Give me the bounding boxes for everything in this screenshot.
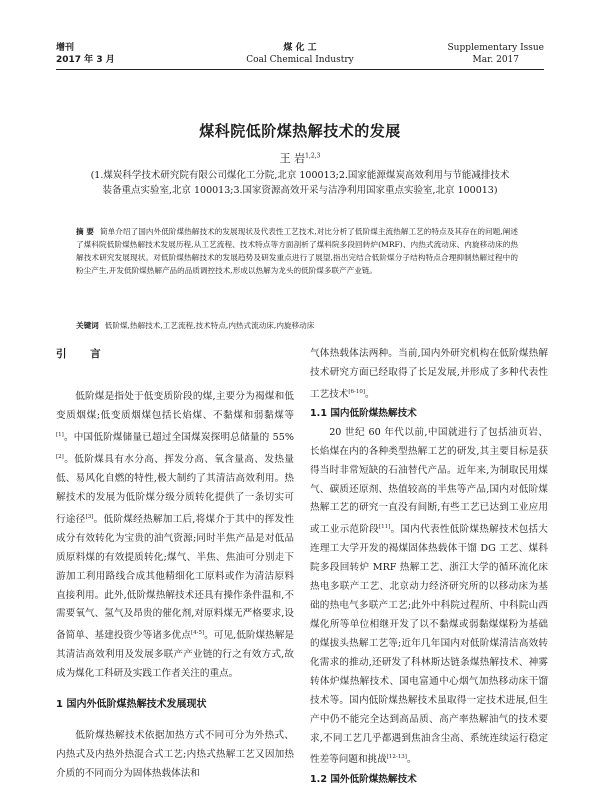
author-name: 王 岩 xyxy=(279,152,306,165)
right-column xyxy=(310,345,548,789)
intro-text-1: 低阶煤是指处于低变质阶段的煤,主要分为褐煤和低变质烟煤;低变质烟煤包括长焰煤、不黏煤和弱黏煤等 xyxy=(56,390,294,421)
citation: [2] xyxy=(56,453,64,460)
left-column xyxy=(56,345,294,784)
header-journal-en: Coal Chemical Industry xyxy=(246,55,354,65)
subsection-1-2-heading: 1.2 国外低阶煤热解技术 xyxy=(310,773,417,785)
header-issue-en: Supplementary Issue xyxy=(447,43,544,53)
author-line xyxy=(0,150,600,166)
header-journal-cn: 煤 化 工 xyxy=(283,43,317,53)
subsection-1-1-paragraph xyxy=(310,424,548,771)
sub11-text-2: 。国内代表性低阶煤热解技术包括大连理工大学开发的褐煤固体热载体干馏 DG 工艺、煤科院多段回转炉 MRF 热解工艺、浙江大学的循环流化床热电多联产工艺、北京动力经济研究所的以移动床为基础的热电气多联产工艺;此外中科院过程所、中科院山西煤化所等单位相继开发了以不黏煤或弱黏煤煤粉为基础的煤拔头热解工艺等;近年几年国内对低阶煤清洁高效转化需求的推动,还研发了科林斯达链条煤热解技术、神雾转体炉煤热解技术、国电富通中心烟气加热移动床干馏技术等。国内低阶煤热解技术虽取得一定技术进展,但生产中仍不能完全达到高品质、高产率热解油气的技术要求,不同工艺几乎都遇到焦油含尘高、系统连续运行稳定性差等问题和挑战 xyxy=(310,524,549,766)
sub11-text-3: 。 xyxy=(406,754,417,766)
continued-text: 气体热载体法两种。当前,国内外研究机构在低阶煤热解技术研究方面已经取得了长足发展,并形成了多种代表性工艺技术 xyxy=(310,348,548,400)
article-title: 煤科院低阶煤热解技术的发展 xyxy=(199,122,401,140)
citation: [1] xyxy=(56,431,64,438)
citation: [12-13] xyxy=(386,754,407,761)
keywords xyxy=(76,319,518,332)
intro-paragraph xyxy=(56,388,294,684)
abstract xyxy=(76,225,518,277)
section-1-heading: 1 国内外低阶煤热解技术发展现状 xyxy=(56,699,207,711)
header-date-en: Mar. 2017 xyxy=(472,55,520,65)
author-affil-marks: 1,2,3 xyxy=(305,152,321,160)
keywords-text: 低阶煤,热解技术,工艺流程,技术特点,内热式流动床,内旋移动床 xyxy=(104,321,315,330)
citation: [6-10] xyxy=(348,388,366,395)
continued-paragraph xyxy=(310,345,548,405)
keywords-label: 关键词 xyxy=(76,321,99,330)
intro-text-3: 。低阶煤具有水分高、挥发分高、氧含量高、发热量低、易风化自燃的特性,极大制约了其清洁高效利用。热解技术的发展为低阶煤分级分质转化提供了一条切实可行途径 xyxy=(56,454,294,525)
intro-text-5: 。可见,低阶煤热解是其清洁高效利用及发展多联产产业链的行之有效方式,故成为煤化工科研及实践工作者关注的重点。 xyxy=(56,630,294,680)
intro-text-2: 。中国低阶煤储量已超过全国煤炭探明总储量的 55% xyxy=(63,431,294,443)
sub11-text-1: 20 世纪 60 年代以前,中国就进行了包括油页岩、长焰煤在内的各种类型热解工艺的研发,其主要目标是获得当时非常短缺的石油替代产品。近年来,为制取民用煤气、碳质还原剂、热值较高的半焦等产品,国内对低阶煤热解工艺的研究一直没有间断,有些工艺已达到工业应用或工业示范阶段 xyxy=(310,426,548,536)
intro-heading: 引 言 xyxy=(56,348,111,360)
header-right xyxy=(448,42,545,66)
intro-text-4: 。低阶煤经热解加工后,将煤介于其中的挥发性成分有效转化为宝贵的油气资源;同时半焦产品是对低品质原料煤的有效提质转化;煤气、半焦、焦油可分别走下游加工利用路线合成其他精细化工原料或作为清洁原料直接利用。此外,低阶煤热解技术还具有操作条件温和,不需要氧气、氢气及昂贵的催化剂,对原料煤无严格要求,设备简单、基建投资少等诸多优点 xyxy=(56,513,294,642)
subsection-1-1-heading: 1.1 国内低阶煤热解技术 xyxy=(310,407,417,419)
citation: [3] xyxy=(85,513,94,520)
abstract-text: 简单介绍了国内外低阶煤热解技术的发展现状及代表性工艺技术,对比分析了低阶煤主流热解工艺的特点及其存在的问题,阐述了煤科院低阶煤热解技术发展历程,从工艺流程、技术特点等方面剖析了煤科院多段回转炉(MRF)、内热式流动床、内旋移动床的热解技术研究发展现状。对低阶煤热解技术的发展趋势及研发重点进行了展望,指出完结合低阶煤分子结构特点合理抑制热解过程中的粉尘产生,开发低阶煤热解产品的品质调控技术,形成以热解为龙头的低阶煤多联产产业链。 xyxy=(76,227,518,275)
section-1-paragraph: 低阶煤热解技术依据加热方式不同可分为外热式、内热式及内热外热混合式工艺;内热式热解工艺又因加热介质的不同而分为固体热载体法和 xyxy=(56,730,294,779)
continued-text-end: 。 xyxy=(365,389,375,400)
header-date: 2017 年 3 月 xyxy=(56,55,115,65)
citation: [4-5] xyxy=(190,630,205,637)
header-supplement-label: 增刊 xyxy=(56,43,75,53)
header-rule xyxy=(56,69,544,70)
citation: [11] xyxy=(379,524,391,531)
running-header xyxy=(56,42,544,68)
abstract-label: 摘 要 xyxy=(76,227,94,236)
affiliation: (1.煤炭科学技术研究院有限公司煤化工分院,北京 100013;2.国家能源煤炭高效利用与节能减排技术装备重点实验室,北京 100013;3.国家资源高效开采与洁净利用国家重点实验室,北京 100013) xyxy=(90,170,510,196)
